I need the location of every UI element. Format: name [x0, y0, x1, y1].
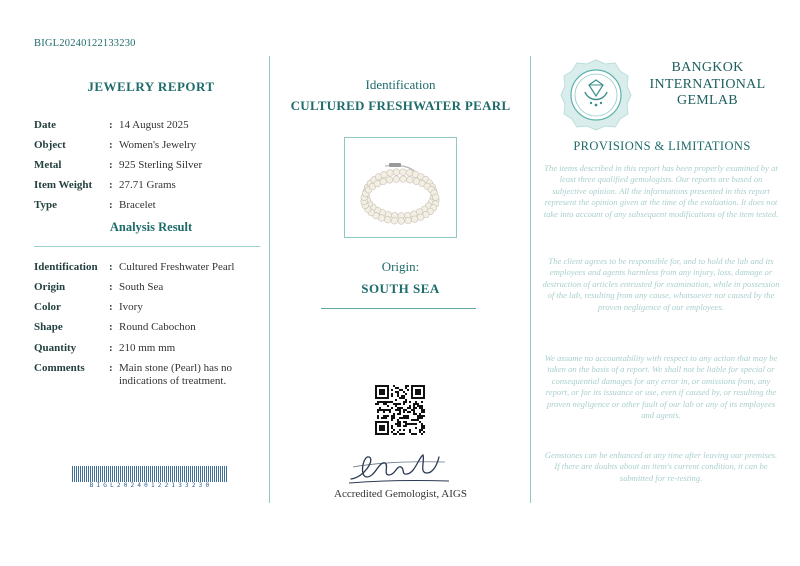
field-colon: : — [109, 179, 113, 191]
lab-name-line-2: INTERNATIONAL — [649, 76, 766, 92]
lab-seal-logo — [559, 58, 633, 132]
field-colon: : — [109, 362, 113, 374]
field-value: 14 August 2025 — [119, 119, 189, 131]
field-colon: : — [109, 342, 113, 354]
provisions-title: PROVISIONS & LIMITATIONS — [573, 139, 751, 153]
field-label: Date — [34, 119, 56, 131]
column-divider-left — [269, 56, 270, 503]
origin-label: Origin: — [381, 259, 420, 274]
field-value: 210 mm mm — [119, 342, 176, 354]
report-title: JEWELRY REPORT — [87, 79, 215, 94]
origin-value: SOUTH SEA — [361, 281, 440, 296]
field-label: Quantity — [34, 342, 77, 354]
field-value: Women's Jewelry — [119, 139, 197, 151]
field-label: Comments — [34, 362, 85, 374]
lab-name-line-3: GEMLAB — [677, 93, 738, 108]
column-divider-right — [530, 56, 531, 503]
field-colon: : — [109, 281, 113, 293]
analysis-result-title: Analysis Result — [109, 220, 193, 234]
field-label: Metal — [34, 159, 62, 171]
item-photo — [344, 137, 457, 238]
provisions-paragraph-2: The client agrees to be responsible for, and to hold the lab and its employees and agents harmless from any injury, loss, damage or destruction of articles entrusted for examination, while in possession of the lab, resulting from any cause, whatsoever not caused by the proven negligence of our employees. — [542, 256, 780, 312]
field-label: Color — [34, 301, 61, 313]
field-colon: : — [109, 301, 113, 313]
origin-underline — [321, 308, 476, 309]
field-label: Item Weight — [34, 179, 93, 191]
field-colon: : — [109, 199, 113, 211]
field-value: Main stone (Pearl) has no indications of treatment. — [119, 362, 233, 387]
qr-code — [375, 385, 425, 435]
field-value: Ivory — [119, 301, 143, 313]
field-value: South Sea — [119, 281, 164, 293]
lab-name — [640, 60, 775, 110]
field-label: Object — [34, 139, 66, 151]
gemologist-signature — [345, 447, 455, 487]
provisions-paragraph-4: Gemstones can be enhanced at any time after leaving our premises. If there are doubts about an item's current condition, it can be submitted for re-testing. — [544, 450, 778, 483]
field-label: Origin — [34, 281, 66, 293]
field-label: Identification — [34, 261, 98, 273]
field-value: 925 Sterling Silver — [119, 159, 203, 171]
field-value: Cultured Freshwater Pearl — [119, 261, 235, 273]
analysis-separator — [34, 246, 260, 247]
field-colon: : — [109, 261, 113, 273]
lab-name-line-1: BANGKOK — [671, 60, 744, 75]
barcode-number: BIGL20240122133230 — [89, 482, 213, 489]
pearl-bracelet-image — [345, 138, 456, 237]
field-label: Type — [34, 199, 58, 211]
field-value: Bracelet — [119, 199, 156, 211]
field-value: Round Cabochon — [119, 321, 196, 333]
field-colon: : — [109, 119, 113, 131]
barcode-image — [72, 466, 230, 482]
field-value: 27.71 Grams — [119, 179, 176, 191]
gemologist-title: Accredited Gemologist, AIGS — [334, 488, 467, 500]
field-colon: : — [109, 159, 113, 171]
provisions-paragraph-3: We assume no accountability with respect to any action that may be taken on the basis of a report. We shall not be liable for special or consequential damages for any error in, or omissions from, any report, or for its issuance or use, even if caused by, or resulting the proven negligence or other fault of our lab or any of its employees and agents. — [544, 353, 778, 421]
provisions-paragraph-1: The items described in this report has been properly examined by at least three qualified gemologists. Our reports are based on subjective opinion. All the informations presented in this report represent the opinion given at the time of the evaluation. It does not take into account of any subsequent modifications of the item tested. — [543, 163, 779, 219]
identification-value: CULTURED FRESHWATER PEARL — [290, 98, 511, 113]
field-colon: : — [109, 139, 113, 151]
identification-label: Identification — [365, 77, 436, 92]
report-serial-number: BIGL20240122133230 — [34, 38, 136, 49]
field-label: Shape — [34, 321, 63, 333]
field-colon: : — [109, 321, 113, 333]
